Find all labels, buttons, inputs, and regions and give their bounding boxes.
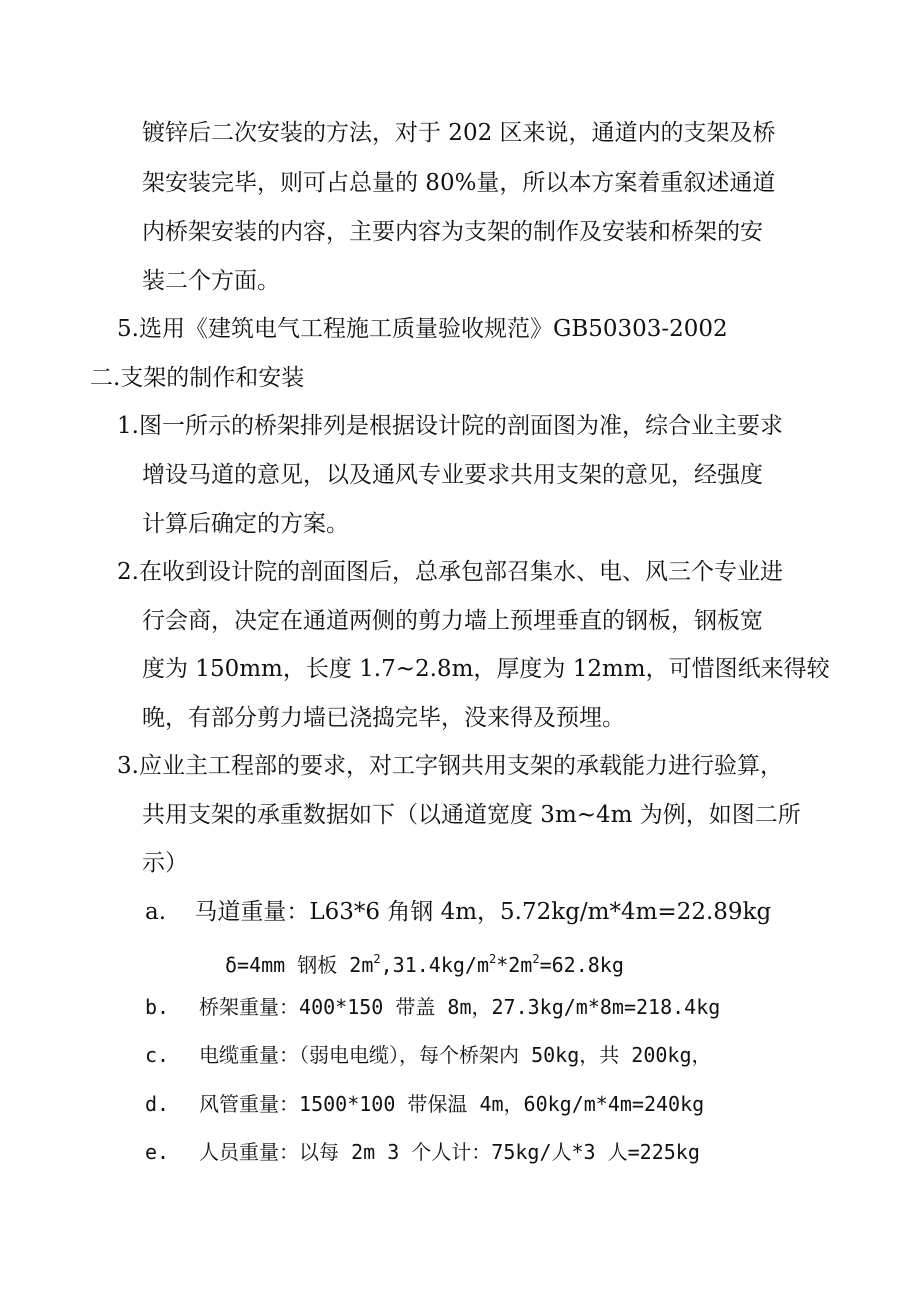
load-item-b — [145, 992, 720, 1022]
load-a2-sup-3: 2 — [532, 952, 540, 966]
item-1-line-2: 增设马道的意见，以及通风专业要求共用支架的意见，经强度 — [142, 462, 763, 488]
item-2-line-1: 2.在收到设计院的剖面图后，总承包部召集水、电、风三个专业进 — [117, 559, 783, 585]
load-d-text: 风管重量：1500*100 带保温 4m，60kg/m*4m=240kg — [199, 1092, 705, 1116]
load-a2-mid-2: *2m — [496, 953, 533, 977]
load-c-text: 电缆重量：（弱电电缆），每个桥架内 50kg，共 200kg， — [199, 1043, 712, 1067]
item-2-line-4: 晚，有部分剪力墙已浇捣完毕，没来得及预埋。 — [142, 705, 625, 731]
load-b-label: b. — [145, 995, 170, 1019]
load-a2-mid: ,31.4kg/m — [380, 953, 489, 977]
section-2-heading: 二.支架的制作和安装 — [90, 365, 305, 391]
load-item-c — [145, 1040, 712, 1070]
load-item-a-plate — [225, 944, 624, 980]
load-b-text: 桥架重量：400*150 带盖 8m，27.3kg/m*8m=218.4kg — [199, 995, 721, 1019]
intro-line-1: 镀锌后二次安装的方法，对于 202 区来说，通道内的支架及桥 — [142, 120, 776, 146]
intro-line-4: 装二个方面。 — [142, 268, 280, 294]
load-c-label: c. — [145, 1043, 170, 1067]
item-3-line-1: 3.应业主工程部的要求，对工字钢共用支架的承载能力进行验算， — [117, 753, 783, 779]
load-a-label: a. — [145, 899, 167, 925]
intro-line-2: 架安装完毕，则可占总量的 80%量，所以本方案着重叙述通道 — [142, 170, 776, 196]
load-d-label: d. — [145, 1092, 170, 1116]
item-1-line-3: 计算后确定的方案。 — [142, 511, 349, 537]
load-a2-sup-1: 2 — [373, 952, 381, 966]
item-1-line-1: 1.图一所示的桥架排列是根据设计院的剖面图为准，综合业主要求 — [117, 413, 783, 439]
load-a2-sup-2: 2 — [488, 952, 497, 966]
load-a-text: 马道重量：L63*6 角钢 4m，5.72kg/m*4m=22.89kg — [194, 899, 772, 925]
load-e-text: 人员重量：以每 2m 3 个人计：75kg/人*3 人=225kg — [199, 1140, 700, 1164]
item-2-line-2: 行会商，决定在通道两侧的剪力墙上预埋垂直的钢板，钢板宽 — [142, 608, 763, 634]
intro-line-3: 内桥架安装的内容，主要内容为支架的制作及安装和桥架的安 — [142, 219, 763, 245]
item-2-line-3: 度为 150mm，长度 1.7~2.8m，厚度为 12mm，可惜图纸来得较 — [142, 656, 830, 682]
item-3-line-3: 示） — [142, 850, 188, 876]
load-item-a — [145, 897, 771, 927]
load-item-d — [145, 1089, 704, 1119]
load-a2-pre: δ=4mm 钢板 2m — [225, 953, 374, 977]
load-e-label: e. — [145, 1140, 170, 1164]
load-item-e — [145, 1137, 700, 1167]
load-a2-post: =62.8kg — [539, 953, 624, 977]
item-5: 5.选用《建筑电气工程施工质量验收规范》GB50303-2002 — [117, 316, 728, 342]
item-3-line-2: 共用支架的承重数据如下（以通道宽度 3m~4m 为例，如图二所 — [142, 802, 801, 828]
